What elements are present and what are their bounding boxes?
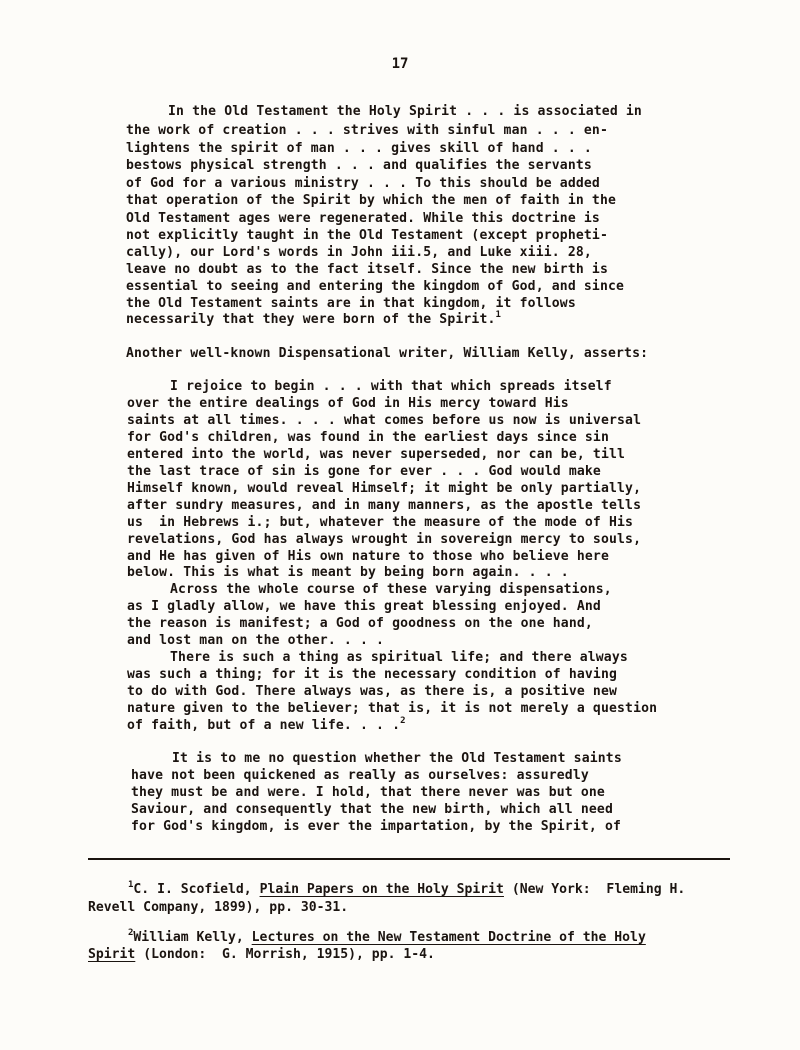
text-line: over the entire dealings of God in His mercy toward His xyxy=(127,396,569,411)
footnote-line: Revell Company, 1899), pp. 30-31. xyxy=(88,900,349,915)
text-line: In the Old Testament the Holy Spirit . . . is associated in xyxy=(168,104,642,119)
text-line: bestows physical strength . . . and qualifies the servants xyxy=(126,158,592,173)
footnote-title: Lectures on the New Testament Doctrine of the Holy xyxy=(251,930,646,945)
text-line: below. This is what is meant by being born again. . . . xyxy=(127,565,569,580)
footnote-ref-2: 2 xyxy=(400,716,406,726)
text-line: Himself known, would reveal Himself; it might be only partially, xyxy=(127,481,642,496)
text-line: leave no doubt as to the fact itself. Since the new birth is xyxy=(126,262,608,277)
text-line: of faith, but of a new life. . . .$^2$ xyxy=(127,716,406,733)
footnote-mark: 2 xyxy=(128,928,134,938)
text-line: was such a thing; for it is the necessary condition of having xyxy=(127,667,618,682)
text-line: not explicitly taught in the Old Testament (except propheti- xyxy=(126,228,608,243)
text-line: cally), our Lord's words in John iii.5, and Luke xiii. 28, xyxy=(126,245,592,260)
text-line: as I gladly allow, we have this great blessing enjoyed. And xyxy=(127,599,601,614)
text-line: the last trace of sin is gone for ever . . . God would make xyxy=(127,464,601,479)
page-number: 17 xyxy=(391,56,409,72)
text-line: nature given to the believer; that is, it is not merely a question xyxy=(127,701,658,716)
text-line: lightens the spirit of man . . . gives skill of hand . . . xyxy=(126,141,592,156)
footnote-mark: 1 xyxy=(128,880,134,890)
text-line: Saviour, and consequently that the new birth, which all need xyxy=(131,802,613,817)
text-line: It is to me no question whether the Old Testament saints xyxy=(172,751,622,766)
text-line: they must be and were. I hold, that there never was but one xyxy=(131,785,605,800)
text-line: us in Hebrews i.; but, whatever the measure of the mode of His xyxy=(127,515,634,530)
text-line: have not been quickened as really as ourselves: assuredly xyxy=(131,768,589,783)
text-line: the Old Testament saints are in that kingdom, it follows xyxy=(126,296,576,311)
text-line: Old Testament ages were regenerated. While this doctrine is xyxy=(126,211,600,226)
footnote-line: Spirit (London: G. Morrish, 1915), pp. 1-4. xyxy=(88,947,435,962)
text-line: There is such a thing as spiritual life; and there always xyxy=(170,650,628,665)
footnote-title: Plain Papers on the Holy Spirit xyxy=(259,882,504,897)
text-line: revelations, God has always wrought in sovereign mercy to souls, xyxy=(127,532,642,547)
text-line: after sundry measures, and in many manners, as the apostle tells xyxy=(127,498,642,513)
text-line: that operation of the Spirit by which the men of faith in the xyxy=(126,193,617,208)
text-line: and lost man on the other. . . . xyxy=(127,633,385,648)
footnote-line: $^1$C. I. Scofield, Plain Papers on the Holy Spirit (New York: Fleming H. xyxy=(128,880,686,897)
footnote-ref-1: 1 xyxy=(495,310,502,320)
footnote-divider xyxy=(88,858,730,860)
text-line: entered into the world, was never superseded, nor can be, till xyxy=(127,447,626,462)
text-line: Across the whole course of these varying dispensations, xyxy=(170,582,612,597)
text-line: for God's children, was found in the earliest days since sin xyxy=(127,430,609,445)
text-line: the reason is manifest; a God of goodness on the one hand, xyxy=(127,616,593,631)
text-line: and He has given of His own nature to those who believe here xyxy=(127,549,609,564)
text-line: for God's kingdom, is ever the impartation, by the Spirit, of xyxy=(131,819,622,834)
text-line: necessarily that they were born of the Spirit.$^1$ xyxy=(126,310,502,327)
narration-paragraph: Another well-known Dispensational writer, William Kelly, asserts: xyxy=(126,346,649,361)
text-line: essential to seeing and entering the kingdom of God, and since xyxy=(126,279,625,294)
text-line: I rejoice to begin . . . with that which spreads itself xyxy=(170,379,612,394)
text-line: saints at all times. . . . what comes before us now is universal xyxy=(127,413,642,428)
footnote-title: Spirit xyxy=(88,947,136,962)
footnote-line: $^2$William Kelly, Lectures on the New Testament Doctrine of the Holy xyxy=(128,928,646,945)
text-line: of God for a various ministry . . . To this should be added xyxy=(126,176,600,191)
text-line: to do with God. There always was, as there is, a positive new xyxy=(127,684,618,699)
text-line: the work of creation . . . strives with sinful man . . . en- xyxy=(126,123,608,138)
